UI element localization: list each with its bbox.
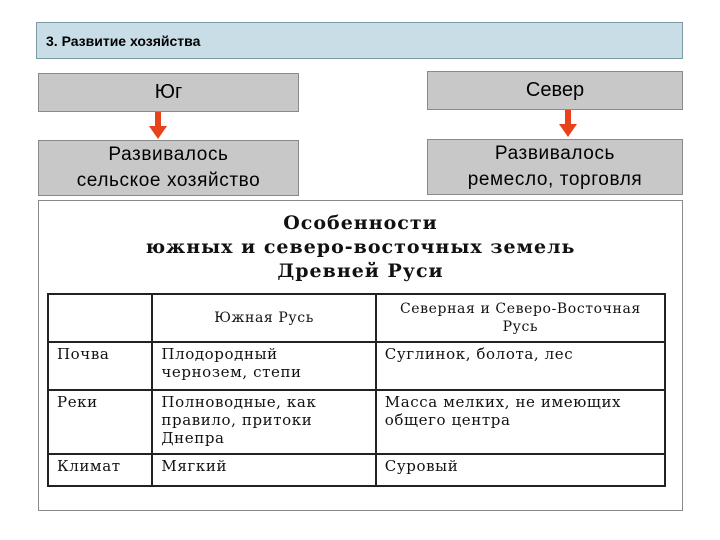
table-header-cell: Южная Русь [152,294,375,342]
north-development-line: Развивалось [494,143,616,164]
south-development-box [38,140,299,196]
comparison-table [47,293,666,487]
figure-title-line: Древней Руси [277,260,444,282]
table-row [48,342,665,390]
table-header-row [48,294,665,342]
table-header-cell: Северная и Северо-Восточная Русь [376,294,665,342]
section-title: 3. Развитие хозяйства [36,22,683,59]
south-development-line: сельское хозяйство [76,170,261,191]
comparison-figure [38,200,683,511]
table-cell: Плодородный чернозем, степи [152,342,375,390]
table-cell: Мягкий [152,454,375,486]
figure-title [39,211,682,283]
table-row [48,454,665,486]
table-cell: Суровый [376,454,665,486]
north-development-box [427,139,683,195]
table-cell: Почва [48,342,152,390]
table-cell: Суглинок, болота, лес [376,342,665,390]
table-cell: Реки [48,390,152,454]
table-cell: Масса мелких, не имеющих общего центра [376,390,665,454]
table-cell: Климат [48,454,152,486]
south-development-line: Развивалось [108,144,229,165]
table-row [48,390,665,454]
figure-title-line: Особенности [283,212,438,234]
figure-title-line: южных и северо-восточных земель [145,236,576,258]
arrow-down-icon [559,110,577,138]
north-development-line: ремесло, торговля [467,169,643,190]
table-header-cell [48,294,152,342]
region-north-box: Север [427,71,683,110]
arrow-down-icon [149,112,167,140]
region-south-box: Юг [38,73,299,112]
table-cell: Полноводные, как правило, притоки Днепра [152,390,375,454]
